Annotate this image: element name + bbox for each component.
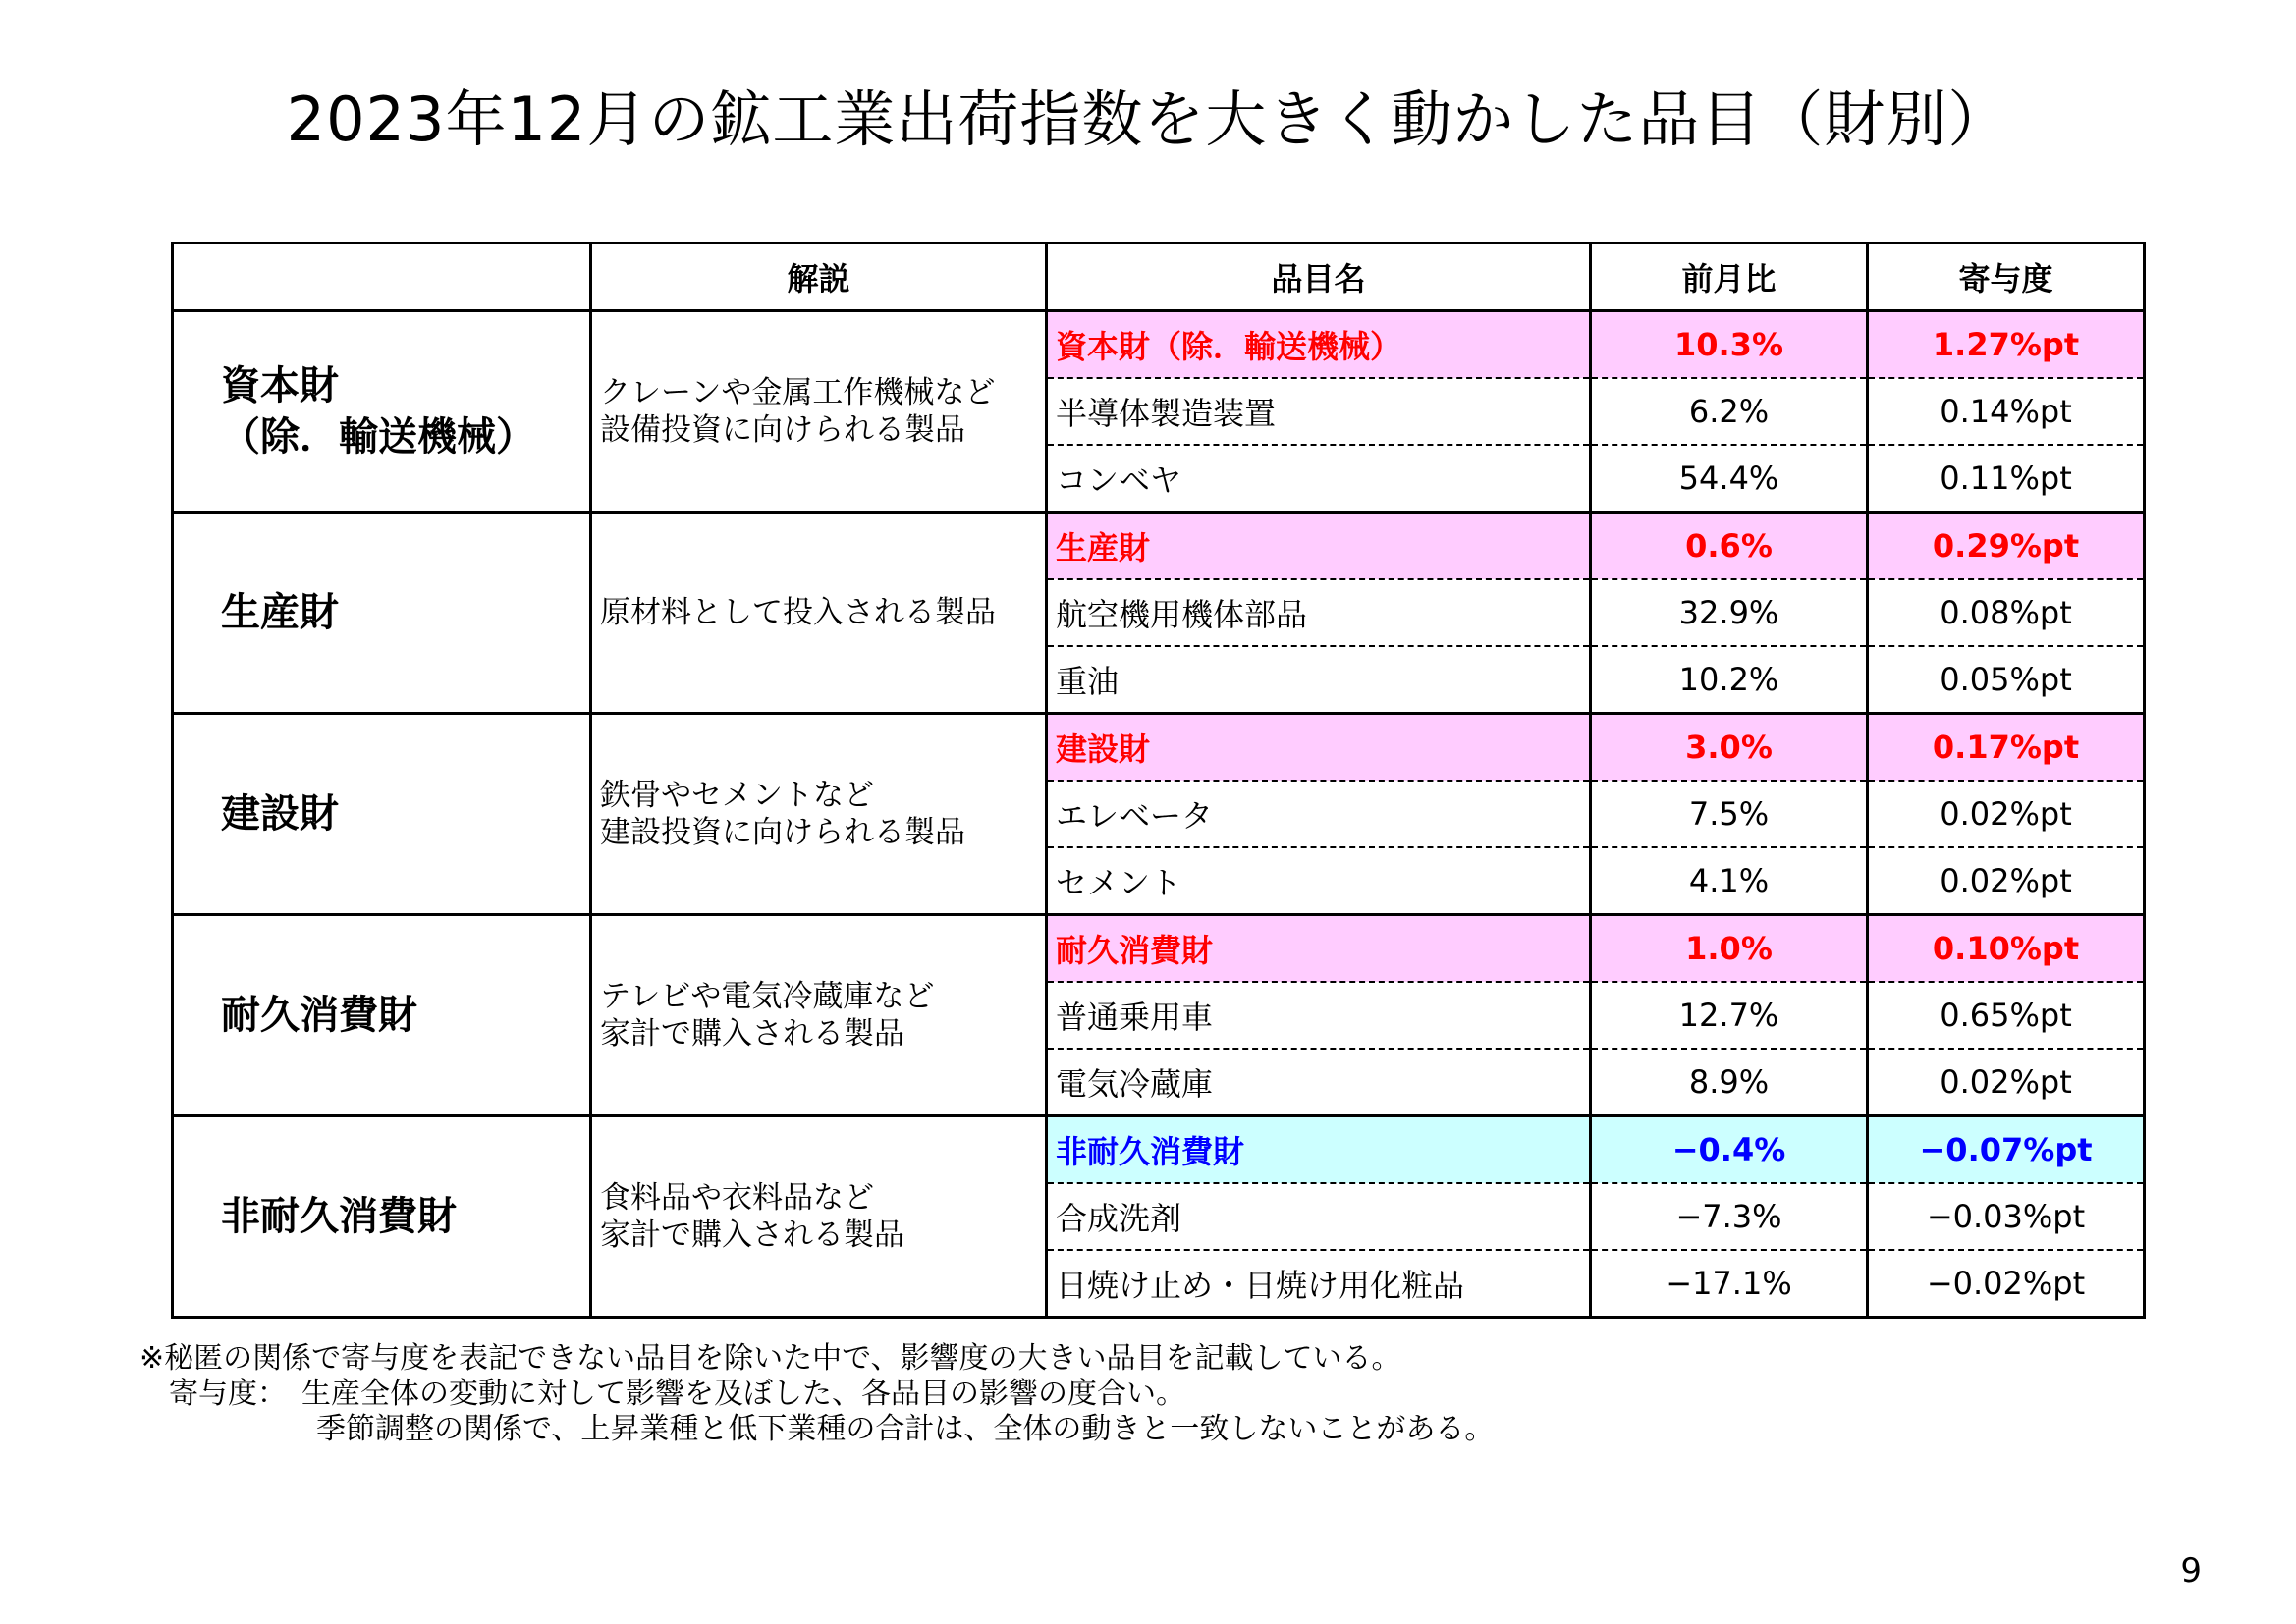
contribution-value: −0.07%pt: [1868, 1116, 2145, 1184]
description-line: 食料品や衣料品など: [600, 1180, 874, 1216]
category-label: 非耐久消費財: [221, 1194, 457, 1239]
table-row: [173, 915, 2145, 983]
footnote-line: ※秘匿の関係で寄与度を表記できない品目を除いた中で、影響度の大きい品目を記載している。: [139, 1341, 1401, 1376]
mom-value: 3.0%: [1591, 714, 1868, 782]
category-cell: [173, 915, 591, 1116]
contribution-value: 1.27%pt: [1868, 311, 2145, 379]
contribution-value: −0.02%pt: [1868, 1250, 2145, 1318]
description-line: 家計で購入される製品: [600, 1218, 904, 1253]
item-name: コンベヤ: [1047, 445, 1591, 513]
item-name: セメント: [1047, 847, 1591, 915]
contribution-value: 0.02%pt: [1868, 781, 2145, 847]
mom-value: 10.2%: [1591, 646, 1868, 714]
table-row: [173, 513, 2145, 580]
item-name: 電気冷蔵庫: [1047, 1049, 1591, 1116]
item-name: 普通乗用車: [1047, 982, 1591, 1049]
mom-value: −0.4%: [1591, 1116, 1868, 1184]
goods-table: [171, 242, 2146, 1319]
mom-value: 6.2%: [1591, 378, 1868, 445]
contribution-value: 0.05%pt: [1868, 646, 2145, 714]
contribution-value: 0.08%pt: [1868, 579, 2145, 646]
item-name: 航空機用機体部品: [1047, 579, 1591, 646]
contribution-value: 0.65%pt: [1868, 982, 2145, 1049]
category-cell: [173, 714, 591, 915]
category-cell: [173, 513, 591, 714]
mom-value: 1.0%: [1591, 915, 1868, 983]
table-row: [173, 311, 2145, 379]
item-name: 半導体製造装置: [1047, 378, 1591, 445]
table-row: [173, 714, 2145, 782]
mom-value: 4.1%: [1591, 847, 1868, 915]
footnotes: [139, 1341, 1494, 1447]
item-name: 重油: [1047, 646, 1591, 714]
mom-value: 0.6%: [1591, 513, 1868, 580]
category-label: 資本財: [221, 363, 339, 408]
description-line: クレーンや金属工作機械など: [600, 375, 996, 410]
mom-value: 7.5%: [1591, 781, 1868, 847]
header-month-over-month: 前月比: [1591, 244, 1868, 311]
table-header-row: [173, 244, 2145, 311]
mom-value: 54.4%: [1591, 445, 1868, 513]
item-name: 建設財: [1047, 714, 1591, 782]
category-sublabel: （除．輸送機械）: [221, 414, 535, 460]
page-title: 2023年12月の鉱工業出荷指数を大きく動かした品目（財別）: [286, 83, 2010, 155]
mom-value: 8.9%: [1591, 1049, 1868, 1116]
description-cell: [591, 714, 1047, 915]
item-name: 非耐久消費財: [1047, 1116, 1591, 1184]
contribution-value: 0.02%pt: [1868, 1049, 2145, 1116]
item-name: エレベータ: [1047, 781, 1591, 847]
mom-value: −17.1%: [1591, 1250, 1868, 1318]
category-cell: [173, 1116, 591, 1318]
mom-value: 32.9%: [1591, 579, 1868, 646]
contribution-value: 0.17%pt: [1868, 714, 2145, 782]
item-name: 資本財（除．輸送機械）: [1047, 311, 1591, 379]
description-cell: [591, 915, 1047, 1116]
header-contribution: 寄与度: [1868, 244, 2145, 311]
page-number: 9: [2180, 1551, 2202, 1591]
item-name: 生産財: [1047, 513, 1591, 580]
contribution-value: 0.11%pt: [1868, 445, 2145, 513]
description-line: 建設投資に向けられる製品: [600, 815, 965, 850]
description-cell: [591, 513, 1047, 714]
header-item-name: 品目名: [1047, 244, 1591, 311]
description-line: テレビや電気冷蔵庫など: [600, 979, 935, 1014]
header-blank: [173, 244, 591, 311]
item-name: 合成洗剤: [1047, 1183, 1591, 1250]
contribution-value: 0.29%pt: [1868, 513, 2145, 580]
item-name: 日焼け止め・日焼け用化粧品: [1047, 1250, 1591, 1318]
footnote-line: 寄与度： 生産全体の変動に対して影響を及ぼした、各品目の影響の度合い。: [139, 1377, 1185, 1411]
description-line: 原材料として投入される製品: [600, 595, 996, 630]
description-cell: [591, 311, 1047, 513]
header-description: 解説: [591, 244, 1047, 311]
contribution-value: 0.14%pt: [1868, 378, 2145, 445]
contribution-value: 0.10%pt: [1868, 915, 2145, 983]
description-cell: [591, 1116, 1047, 1318]
mom-value: 12.7%: [1591, 982, 1868, 1049]
contribution-value: −0.03%pt: [1868, 1183, 2145, 1250]
category-label: 生産財: [221, 590, 339, 635]
mom-value: 10.3%: [1591, 311, 1868, 379]
table-row: [173, 1116, 2145, 1184]
category-cell: [173, 311, 591, 513]
contribution-value: 0.02%pt: [1868, 847, 2145, 915]
category-label: 耐久消費財: [221, 993, 417, 1038]
category-label: 建設財: [221, 791, 339, 837]
mom-value: −7.3%: [1591, 1183, 1868, 1250]
description-line: 設備投資に向けられる製品: [600, 412, 965, 448]
footnote-line: 季節調整の関係で、上昇業種と低下業種の合計は、全体の動きと一致しないことがある。: [139, 1412, 1495, 1446]
description-line: 鉄骨やセメントなど: [600, 778, 874, 813]
item-name: 耐久消費財: [1047, 915, 1591, 983]
description-line: 家計で購入される製品: [600, 1016, 904, 1052]
